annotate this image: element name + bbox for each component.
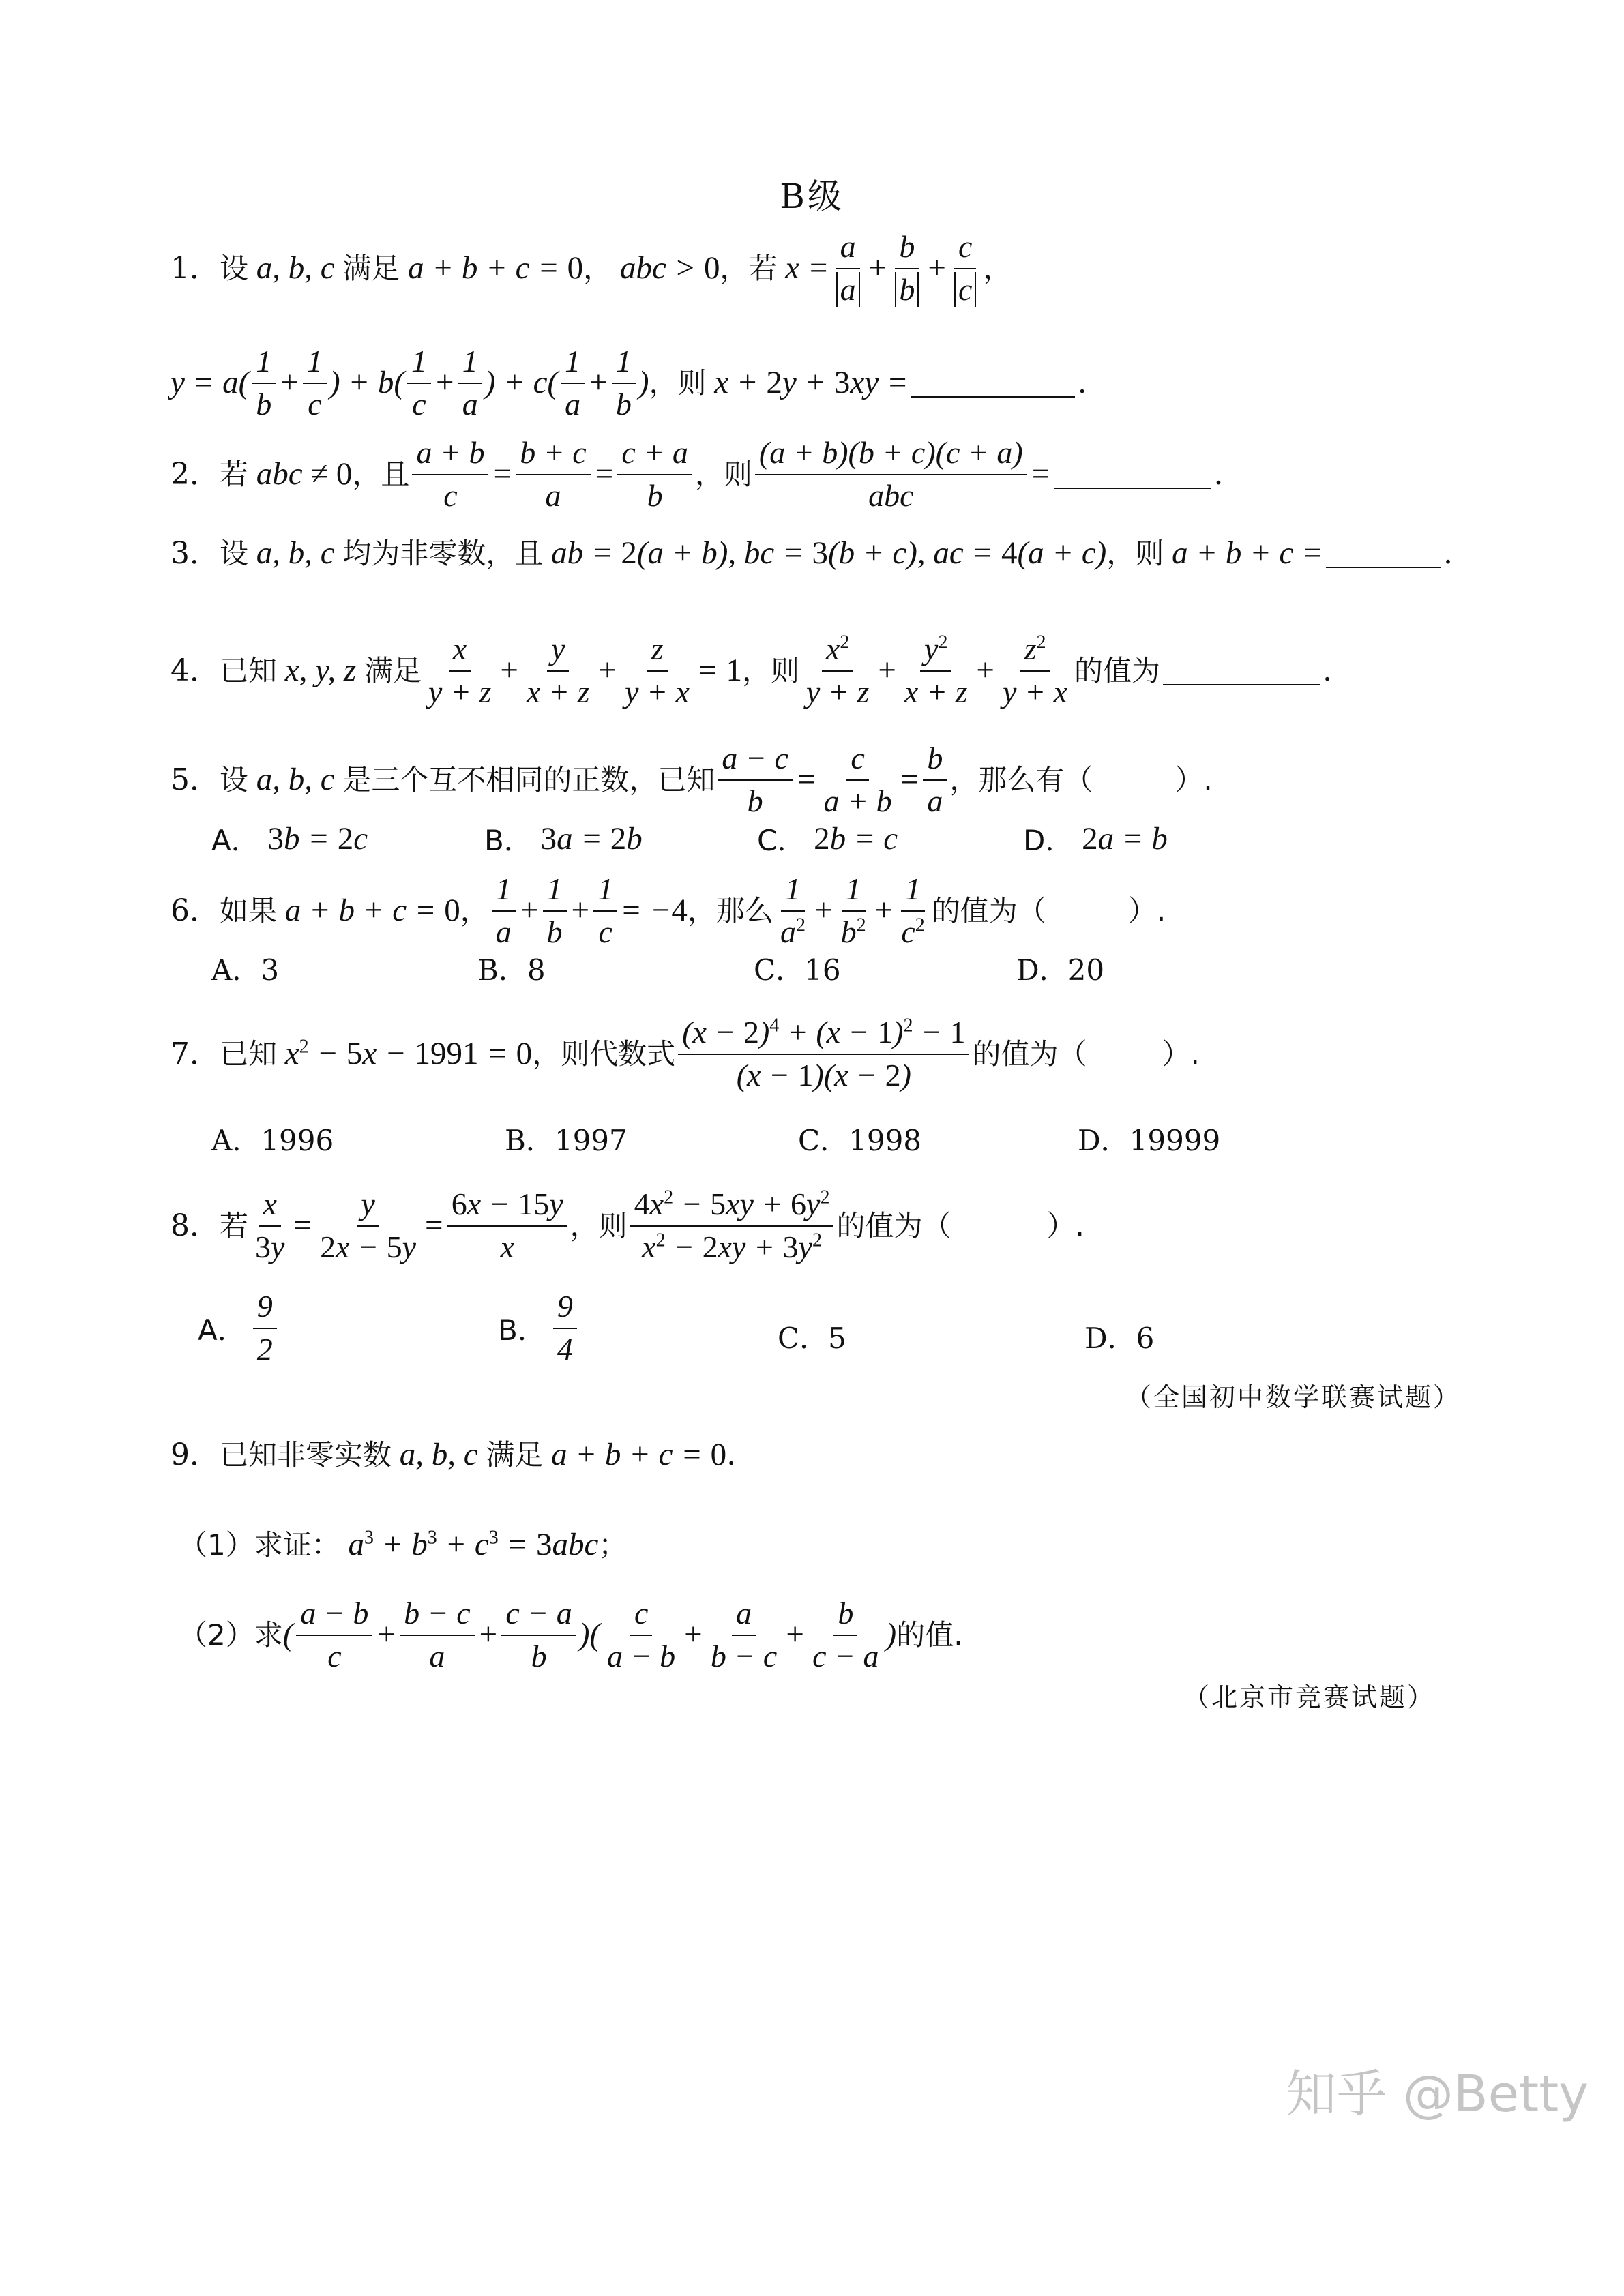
answer-blank[interactable] — [1163, 657, 1320, 685]
option-c[interactable]: C．16 — [754, 953, 841, 987]
problem-5: 5． 设 a, b, c 是三个互不相同的正数，已知 $\frac{a - c}{b}$ = $\frac{c}{a + b}$ = $\frac{b}{a}$ ，那么有（ ）. — [171, 741, 1213, 818]
problem-number: 6． — [171, 893, 220, 928]
problem-number: 9． — [171, 1437, 220, 1472]
problem-number: 1． — [171, 250, 220, 286]
problem-4: 4． 已知 x, y, z 满足 $\frac{x}{y + z}$ + $\frac{y}{x + z}$ + $\frac{z}{y + x}$ = 1 ，则 $\frac{x^2}{y + z}$ + $\frac{y^2}{x + z}$ + $\frac{z^2}{y + x}$ 的值为 . — [171, 631, 1333, 709]
answer-blank[interactable] — [911, 369, 1075, 398]
problem-6: 6． 如果 a + b + c = 0 ， $\frac{1}{a}$ + $\frac{1}{b}$ + $\frac{1}{c}$ = −4 ，那么 $\frac{1}{a^2}$ + $\frac{1}{b^2}$ + $\frac{1}{c^2}$ 的值为（ ）. — [171, 871, 1166, 949]
problem-number: 7． — [171, 1036, 220, 1071]
answer-blank[interactable] — [1054, 460, 1211, 489]
problem-7: 7． 已知 $x^2 - 5x - 1991 = 0$ ，则代数式 $\frac{(x - 2)^4 + (x - 1)^2 - 1}{(x - 1)(x - 2)}$ 的值为（ ）. — [171, 1015, 1200, 1092]
problem-number: 3． — [171, 535, 220, 571]
option-d[interactable]: D． 2a = b — [1023, 821, 1168, 857]
problem-9: 9． 已知非零实数 a, b, c 满足 a + b + c = 0 . — [171, 1437, 737, 1472]
option-a[interactable]: A．1996 — [211, 1124, 334, 1157]
option-a[interactable]: A． $\frac{9}{2}$ — [198, 1289, 280, 1368]
problem-1-line-2: y = a( $\frac{1}{b}$ + $\frac{1}{c}$ ) + b( $\frac{1}{c}$ + $\frac{1}{a}$ ) + c( $\frac{1}{a}$ + $\frac{1}{b}$ ) ，则 x + 2y + 3xy = . — [171, 344, 1087, 421]
option-b[interactable]: B． $\frac{9}{4}$ — [498, 1289, 580, 1368]
problem-1: 1． 设 a, b, c 满足 a + b + c = 0 ， abc > 0 ，若 x = $\frac{a}{a}$ + $\frac{b}{b}$ + $\frac{c}{c}$ ， — [171, 229, 1012, 307]
problem-2: 2． 若 abc ≠ 0 ，且 $\frac{a + b}{c}$ = $\frac{b + c}{a}$ = $\frac{c + a}{b}$ ，则 $\frac{(a + b)(b + c)(c + a)}{\text{abc}}$ = . — [171, 435, 1224, 513]
problem-number: 4． — [171, 653, 220, 688]
problem-9-part-2: （2）求 ( $\frac{a - b}{c}$ + $\frac{b - c}{a}$ + $\frac{c - a}{b}$ )( $\frac{c}{a - b}$ + $\frac{a}{b - c}$ + $\frac{b}{c - a}$ ) 的值. — [179, 1596, 963, 1673]
source-note: （全国初中数学联赛试题） — [1125, 1382, 1462, 1412]
option-c[interactable]: C． 2b = c — [757, 821, 898, 857]
option-b[interactable]: B．1997 — [505, 1124, 628, 1157]
option-d[interactable]: D．19999 — [1078, 1124, 1221, 1157]
section-heading: B级 — [780, 177, 844, 216]
option-a[interactable]: A． 3b = 2c — [211, 821, 368, 857]
problem-8: 8． 若 $\frac{x}{3y}$ = $\frac{y}{2x - 5y}$ = $\frac{6x - 15y}{x}$ ，则 $\frac{4x^2 - 5xy + 6y^2}{x^2 - 2xy + 3y^2}$ 的值为（ ）. — [171, 1187, 1084, 1264]
problem-9-part-1: （1）求证： $a^3 + b^3 + c^3 = 3abc$ ； — [179, 1527, 628, 1562]
source-note: （北京市竞赛试题） — [1183, 1682, 1436, 1712]
watermark: 知乎 @Betty — [1286, 2065, 1589, 2123]
problem-3: 3． 设 a, b, c 均为非零数，且 ab = 2(a + b), bc = 3(b + c), ac = 4(a + c) ，则 a + b + c = . — [171, 535, 1453, 571]
option-a[interactable]: A．3 — [211, 953, 280, 987]
option-b[interactable]: B． 3a = 2b — [484, 821, 643, 857]
problem-number: 2． — [171, 456, 220, 492]
option-c[interactable]: C．1998 — [798, 1124, 922, 1157]
answer-blank[interactable] — [1326, 539, 1441, 568]
option-d[interactable]: D．20 — [1016, 953, 1105, 987]
option-b[interactable]: B．8 — [477, 953, 546, 987]
problem-number: 5． — [171, 762, 220, 797]
option-c[interactable]: C．5 — [778, 1322, 846, 1355]
problem-number: 8． — [171, 1208, 220, 1243]
option-d[interactable]: D．6 — [1084, 1322, 1155, 1355]
